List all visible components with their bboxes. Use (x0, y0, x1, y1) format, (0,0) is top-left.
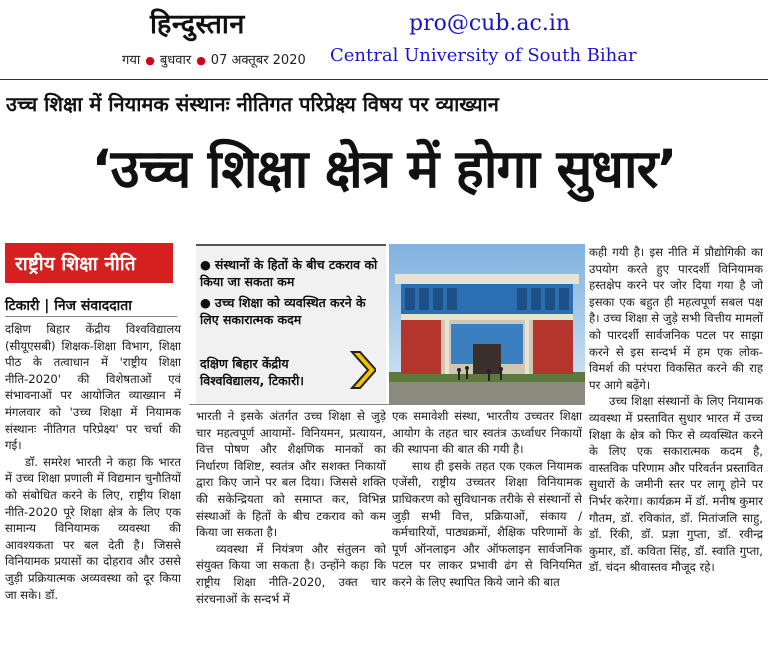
source-email: pro@cub.ac.in (409, 11, 571, 36)
highlight-bullet-1: ● संस्थानों के हितों के बीच टकराव को किया जा सकता कम (200, 257, 378, 289)
highlight-box (196, 244, 386, 404)
source-university: Central University of South Bihar (330, 45, 637, 66)
separator-dot: ● (145, 54, 155, 67)
paragraph: उच्च शिक्षा संस्थानों के लिए नियामक व्यवस्था में प्रस्तावित सुधार भारत में उच्च शिक्षा के क्षेत्र को फिर से व्यवस्थित करने के लिए एक सकारात्मक कदम है, वास्तविक परिणाम और परिवर्तन प्रस्तावित सुधारों के जमीनी स्तर पर लागू होने पर निर्भर करेगा। कार्यक्रम में डॉ. मनीष कुमार गौतम, डॉ. रविकांत, डॉ. मितांजलि साहु, डॉ. रिंकी, डॉ. प्रज्ञा गुप्ता, डॉ. रवीन्द्र कुमार, डॉ. कविता सिंह, डॉ. स्वाति गुप्ता, डॉ. चंदन श्रीवास्तव मौजूद रहे। (589, 394, 763, 575)
paragraph: दक्षिण बिहार केंद्रीय विश्वविद्यालय (सीयूएसबी) शिक्षक-शिक्षा विभाग, शिक्षा पीठ के तत्वाधान में 'राष्ट्रीय शिक्षा नीति-2020' की विशेषताओं एवं संभावनाओं पर आयोजित व्याख्यान में मंगलवार को 'उच्च शिक्षा में नियामक संस्थानः नीतिगत परिप्रेक्ष्य' पर चर्चा की गई। (5, 322, 181, 453)
paragraph: डॉ. समरेश भारती ने कहा कि भारत में उच्च शिक्षा प्रणाली में विद्यमान चुनौतियों को संबोधित करने के लिए, राष्ट्रीय शिक्षा नीति-2020 पूरे शिक्षा क्षेत्र के लिए एक सामान्य विनियामक व्यवस्था की आवश्यकता पर बल देती है। जिससे विनियामक प्रयासों का दोहराव और उससे जुड़ी प्रक्रियात्मक अव्यवस्था को दूर किया जा सके। डॉ. (5, 454, 181, 602)
building-illustration (389, 244, 585, 404)
article-column-1 (5, 321, 181, 645)
caption-arrow-icon (346, 350, 376, 390)
paragraph: भारती ने इसके अंतर्गत उच्च शिक्षा से जुड़े चार महत्वपूर्ण आयामों- विनियमन, प्रत्यायन, वित्त पोषण और शैक्षणिक मानकों का निर्धारण विशिष्ट, स्वतंत्र और सशक्त निकायों द्वारा किए जाने पर बल दिया। जिससे शक्ति की सकेन्द्रियता को समाप्त कर, विभिन्न संस्थाओं के हितों के बीच टकराव को कम किया जा सकता है। (196, 409, 386, 540)
article-column-4 (589, 244, 763, 645)
dateline-date: 07 अक्तूबर 2020 (210, 53, 306, 68)
paragraph: व्यवस्था में नियंत्रण और संतुलन को संयुक्त किया जा सकता है। उन्होंने कहा कि राष्ट्रीय शिक्षा नीति-2020, उक्त चार संरचनाओं के सन्दर्भ में (196, 541, 386, 606)
dateline-city: गया (122, 53, 141, 68)
university-building-photo (389, 244, 585, 404)
dateline (122, 50, 306, 68)
photo-caption: दक्षिण बिहार केंद्रीय विश्वविद्यालय, टिकारी। (200, 356, 305, 388)
section-tag (5, 243, 173, 283)
newspaper-masthead: हिन्दुस्तान (150, 9, 245, 40)
article-kicker: उच्च शिक्षा में नियामक संस्थानः नीतिगत परिप्रेक्ष्य विषय पर व्याख्यान (6, 92, 499, 116)
byline: टिकारी | निज संवाददाता (5, 298, 132, 314)
article-headline: ‘उच्च शिक्षा क्षेत्र में होगा सुधार’ (91, 139, 677, 200)
box-rule (189, 404, 585, 405)
bullet-dot: ● (200, 295, 211, 310)
highlight-bullet-2: ● उच्च शिक्षा को व्यवस्थित करने के लिए सकारात्मक कदम (200, 295, 366, 327)
section-tag-label: राष्ट्रीय शिक्षा नीति (15, 253, 136, 275)
article-column-2 (196, 408, 386, 645)
article-column-3 (392, 408, 582, 645)
separator-dot: ● (196, 54, 206, 67)
bullet-dot: ● (200, 257, 211, 272)
paragraph: कही गयी है। इस नीति में प्रौद्योगिकी का उपयोग करते हुए पारदर्शी विनियामक हस्तक्षेप करने पर जोर दिया गया है जो इसका एक बहुत ही महत्वपूर्ण सबल पक्ष है। उच्च शिक्षा से जुड़े सभी वित्तीय मामलों को पारदर्शी सार्वजनिक पटल पर साझा करने से इस सन्दर्भ में हम एक लोक-विमर्श की परंपरा विकसित करने की राह पर आगे बढ़ेंगे। (589, 245, 763, 392)
dateline-day: बुधवार (159, 53, 192, 68)
paragraph: साथ ही इसके तहत एक एकल नियामक एजेंसी, राष्ट्रीय उच्चतर शिक्षा विनियामक प्राधिकरण को सुविधानक तरीके से संस्थानों से जुड़ी सभी वित्त, प्रक्रियाओं, संकाय / कर्मचारियों, पाठ्यक्रमों, शैक्षिक परिणामों के पूर्ण ऑनलाइन और ऑफलाइन सार्वजनिक पटल पर लाकर प्रभावी ढंग से विनियमित करने के लिए स्थापित किये जाने की बात (392, 458, 582, 589)
header-rule (0, 79, 768, 80)
paragraph: एक समावेशी संस्था, भारतीय उच्चतर शिक्षा आयोग के तहत चार स्वतंत्र ऊर्ध्वाधर निकायों की स्थापना की बात की गयी है। (392, 409, 582, 457)
byline-rule (5, 316, 177, 317)
